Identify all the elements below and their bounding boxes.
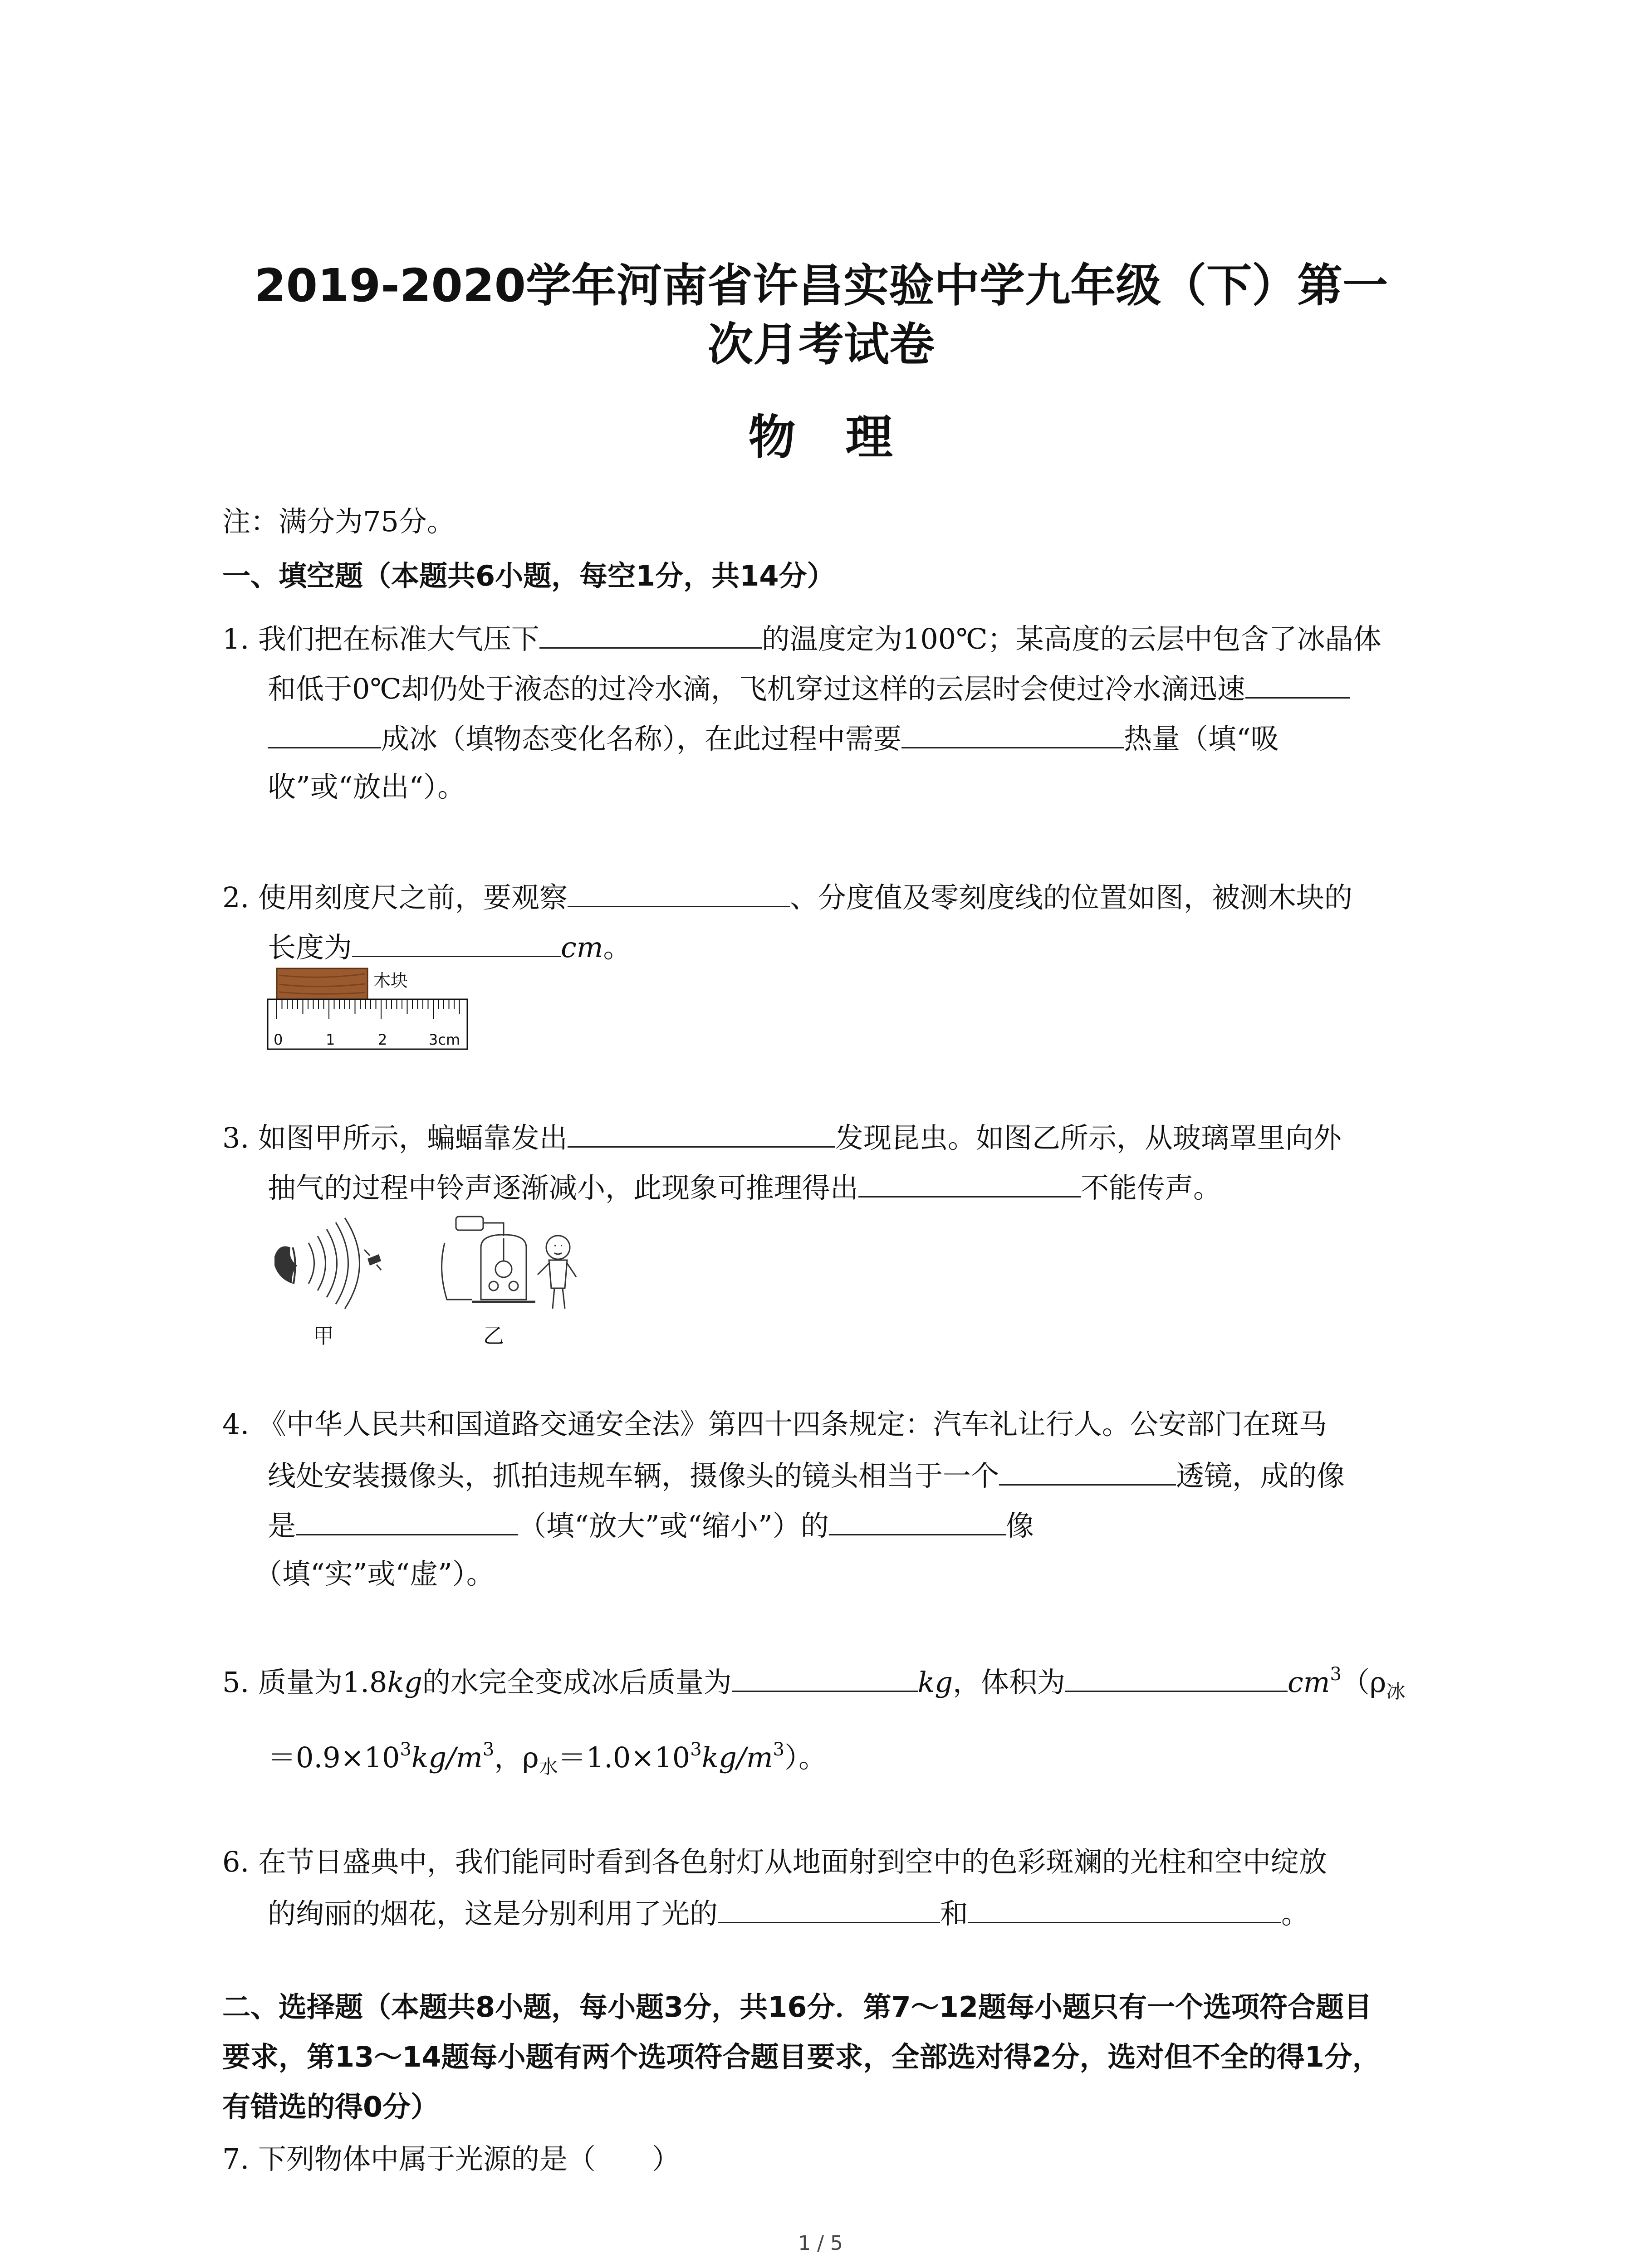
q2-unit-cm: cm [561,931,603,964]
q1-text-3b: 热量（填“吸 [1124,722,1279,755]
q2-blank-1[interactable] [568,878,790,907]
person-head-icon [546,1236,570,1259]
q6-blank-2[interactable] [968,1894,1281,1923]
bell-icon [495,1261,512,1277]
wood-block [277,968,367,999]
q2-text-2a: 长度为 [268,931,353,964]
q3-text-1b: 发现昆虫。如图乙所示，从玻璃罩里向外 [835,1121,1342,1154]
ruler-label-3cm: 3cm [429,1031,460,1048]
q5-exp-2: 3 [400,1739,411,1760]
page-number: 1 / 5 [798,2232,843,2255]
ruler-label-1: 1 [326,1031,335,1048]
sound-waves [309,1218,360,1309]
exam-title-line1: 2019-2020学年河南省许昌实验中学九年级（下）第一 [254,259,1388,312]
ruler-label-0: 0 [274,1031,283,1048]
fig-label-yi: 乙 [483,1324,504,1348]
section1-heading: 一、填空题（本题共6小题，每空1分，共14分） [222,559,835,592]
q6-text-2b: 和 [940,1897,969,1930]
q4-text-2a: 线处安装摄像头，抓拍违规车辆，摄像头的镜头相当于一个 [268,1459,999,1492]
subject-title: 物理 [748,410,943,465]
q4-blank-3[interactable] [829,1506,1006,1535]
q1-text-1a: 1. 我们把在标准大气压下 [222,622,539,655]
q5-exp-5: 3 [773,1739,785,1760]
q5-text-2a: ＝0.9×10 [268,1741,400,1774]
q3-text-1a: 3. 如图甲所示，蝙蝠靠发出 [222,1121,568,1154]
q4-blank-1[interactable] [999,1456,1176,1486]
q6-blank-1[interactable] [718,1894,940,1923]
q5-sub-water: 水 [539,1755,558,1778]
wood-block-label: 木块 [373,971,408,991]
bat-figure [265,1216,397,1320]
q2-text-2b: 。 [603,931,632,964]
q6-text-2c: 。 [1281,1897,1310,1930]
q5-unit-kgm-1: kg/m [411,1741,483,1774]
person-body-icon [549,1260,567,1288]
q5-unit-kg-1: kg [387,1666,422,1699]
ruler-label-2: 2 [378,1031,387,1048]
section2-heading-line3: 有错选的得0分） [222,2090,439,2123]
q3-text-2a: 抽气的过程中铃声逐渐减小，此现象可推理得出 [268,1171,859,1204]
q1-text-3a: 成冰（填物态变化名称），在此过程中需要 [381,722,902,755]
q1-text-2a: 和低于0℃却仍处于液态的过冷水滴，飞机穿过这样的云层时会使过冷水滴迅速 [268,672,1245,705]
q5-exp-1: 3 [1330,1664,1342,1685]
q1-blank-2b[interactable] [268,719,381,748]
q6-text-2a: 的绚丽的烟花，这是分别利用了光的 [268,1897,718,1930]
question-7: 7. 下列物体中属于光源的是（ ） [222,2142,680,2175]
q2-blank-2[interactable] [352,928,561,957]
score-note: 注：满分为75分。 [222,505,455,538]
q6-text-1a: 6. 在节日盛典中，我们能同时看到各色射灯从地面射到空中的色彩斑斓的光柱和空中绽放 [222,1845,1327,1878]
q3-blank-2[interactable] [858,1168,1081,1198]
insect-icon [367,1254,381,1266]
fig-label-jia: 甲 [313,1324,334,1348]
section2-heading-line1: 二、选择题（本题共8小题，每小题3分，共16分．第7～12题每小题只有一个选项符合题目 [222,1990,1372,2024]
q4-blank-2[interactable] [296,1506,518,1535]
q5-text-1c: ，体积为 [953,1666,1066,1699]
q4-text-3a: 是 [268,1509,296,1542]
pump-icon [456,1217,483,1230]
exam-title-line2: 次月考试卷 [708,318,935,371]
q4-text-3b: （填“放大”或“缩小”）的 [518,1509,829,1542]
q1-blank-1[interactable] [539,619,762,649]
q5-unit-cm: cm [1288,1666,1330,1699]
q2-text-1a: 2. 使用刻度尺之前，要观察 [222,881,568,914]
q5-exp-4: 3 [690,1739,702,1760]
q5-sub-ice: 冰 [1386,1680,1406,1703]
q5-text-2d: ）。 [784,1741,827,1774]
q5-rho-ice: （ρ [1342,1666,1386,1699]
q5-blank-1[interactable] [732,1662,918,1692]
q1-text-1b: 的温度定为100℃；某高度的云层中包含了冰晶体 [761,622,1381,655]
q3-blank-1[interactable] [568,1118,835,1148]
q3-text-2b: 不能传声。 [1081,1171,1222,1204]
q5-unit-kg-2: kg [917,1666,953,1699]
q5-blank-2[interactable] [1065,1662,1288,1692]
q5-exp-3: 3 [482,1739,495,1760]
q1-blank-3[interactable] [901,719,1124,748]
ruler-figure [265,964,474,1055]
q1-text-4a: 收”或“放出“）。 [268,770,466,803]
q4-text-2b: 透镜，成的像 [1176,1459,1345,1492]
q1-blank-2a[interactable] [1245,669,1350,699]
q5-unit-kgm-2: kg/m [701,1741,773,1774]
bell-jar-figure [436,1211,585,1320]
q5-text-1a: 5. 质量为1.8 [222,1666,387,1699]
q2-text-1b: 、分度值及零刻度线的位置如图，被测木块的 [789,881,1352,914]
q5-text-2b: ，ρ [494,1741,539,1774]
q4-text-1a: 4. 《中华人民共和国道路交通安全法》第四十四条规定：汽车礼让行人。公安部门在斑马 [222,1408,1327,1441]
q5-text-2c: ＝1.0×10 [558,1741,691,1774]
section2-heading-line2: 要求，第13～14题每小题有两个选项符合题目要求，全部选对得2分，选对但不全的得1分， [222,2040,1381,2073]
q4-text-3c: 像 [1005,1509,1034,1542]
q4-text-4a: （填“实”或“虚”）。 [254,1557,495,1590]
q5-text-1b: 的水完全变成冰后质量为 [422,1666,732,1699]
